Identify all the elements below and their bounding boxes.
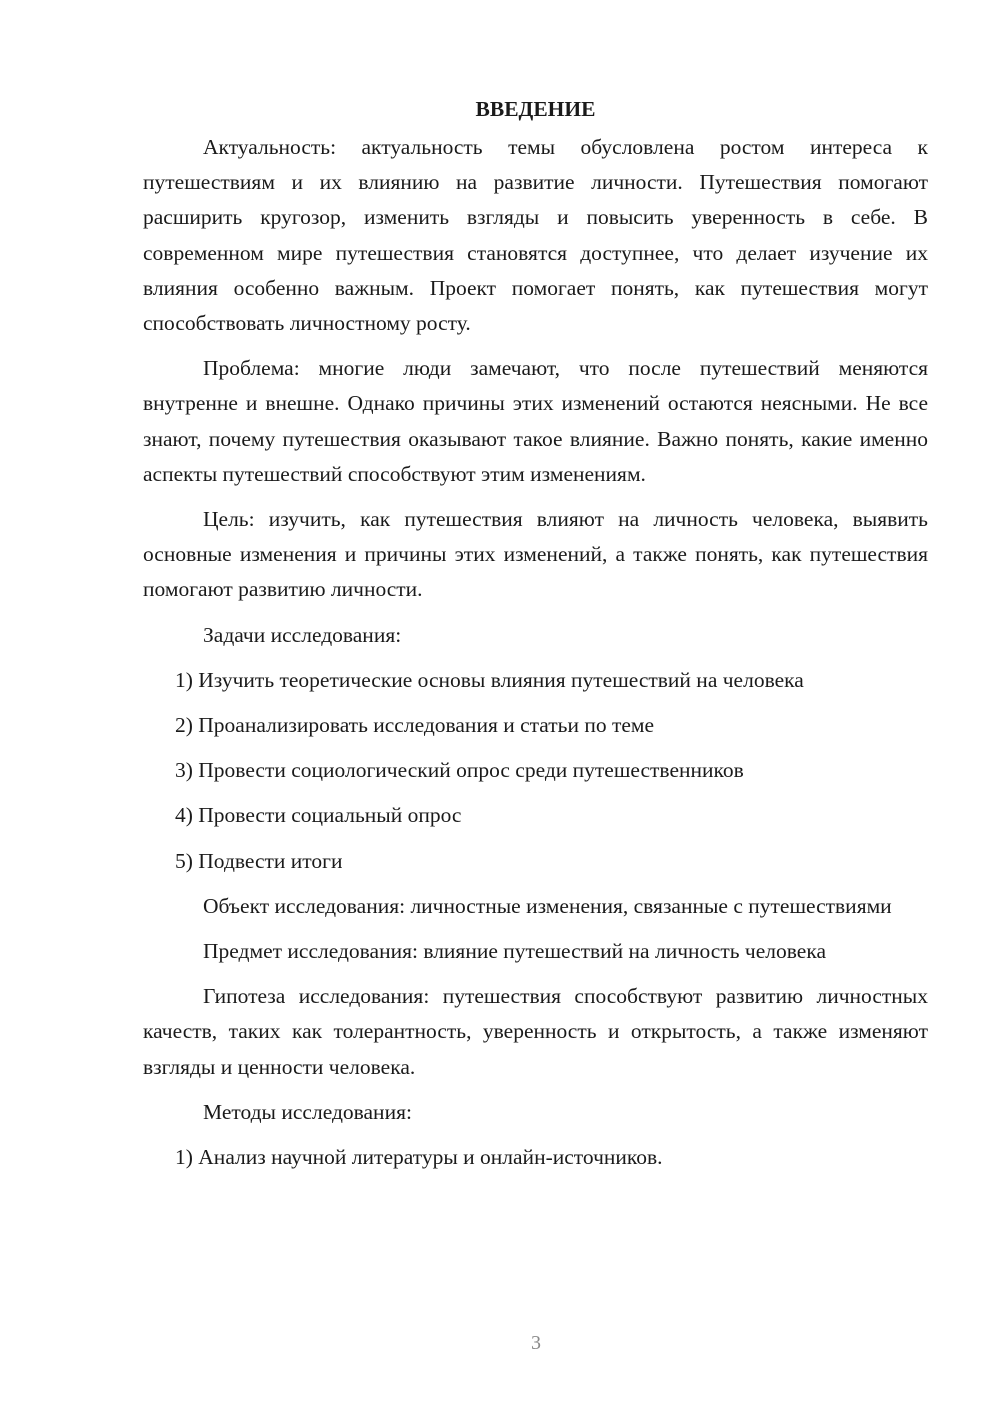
tasks-heading: Задачи исследования:	[203, 622, 402, 647]
page-number: 3	[531, 1332, 541, 1354]
document-title: ВВЕДЕНИЕ	[475, 97, 596, 121]
hypothesis-paragraph: Гипотеза исследования: путешествия способствуют развитию личностных качеств, таких как толерантность, уверенность и открытость, а также изменяют взгляды и ценности человека.	[143, 984, 928, 1079]
tasks-list	[143, 663, 928, 879]
relevance-paragraph: Актуальность: актуальность темы обусловлена ростом интереса к путешествиям и их влиянию на развитие личности. Путешествия помогают расширить кругозор, изменить взгляды и повысить уверенность в себе. В современном мире путешествия становятся доступнее, что делает изучение их влияния особенно важным. Проект помогает понять, как путешествия могут способствовать личностному росту.	[143, 135, 928, 336]
method-item: 1) Анализ научной литературы и онлайн-источников.	[175, 1145, 663, 1170]
object-paragraph: Объект исследования: личностные изменения, связанные с путешествиями	[203, 893, 892, 918]
methods-heading: Методы исследования:	[203, 1099, 412, 1124]
task-item: 4) Провести социальный опрос	[175, 803, 462, 828]
task-item: 3) Провести социологический опрос среди путешественников	[175, 758, 744, 783]
task-item: 2) Проанализировать исследования и статьи по теме	[175, 713, 655, 738]
problem-paragraph: Проблема: многие люди замечают, что после путешествий меняются внутренне и внешне. Однако причины этих изменений остаются неясными. Не все знают, почему путешествия оказывают такое влияние. Важно понять, какие именно аспекты путешествий способствуют этим изменениям.	[143, 356, 928, 486]
task-item: 5) Подвести итоги	[175, 848, 343, 873]
subject-paragraph: Предмет исследования: влияние путешествий на личность человека	[203, 939, 826, 964]
goal-paragraph: Цель: изучить, как путешествия влияют на личность человека, выявить основные изменения и причины этих изменений, а также понять, как путешествия помогают развитию личности.	[143, 507, 928, 602]
document-page	[143, 92, 928, 1185]
methods-list	[143, 1140, 928, 1175]
task-item: 1) Изучить теоретические основы влияния путешествий на человека	[175, 667, 804, 692]
